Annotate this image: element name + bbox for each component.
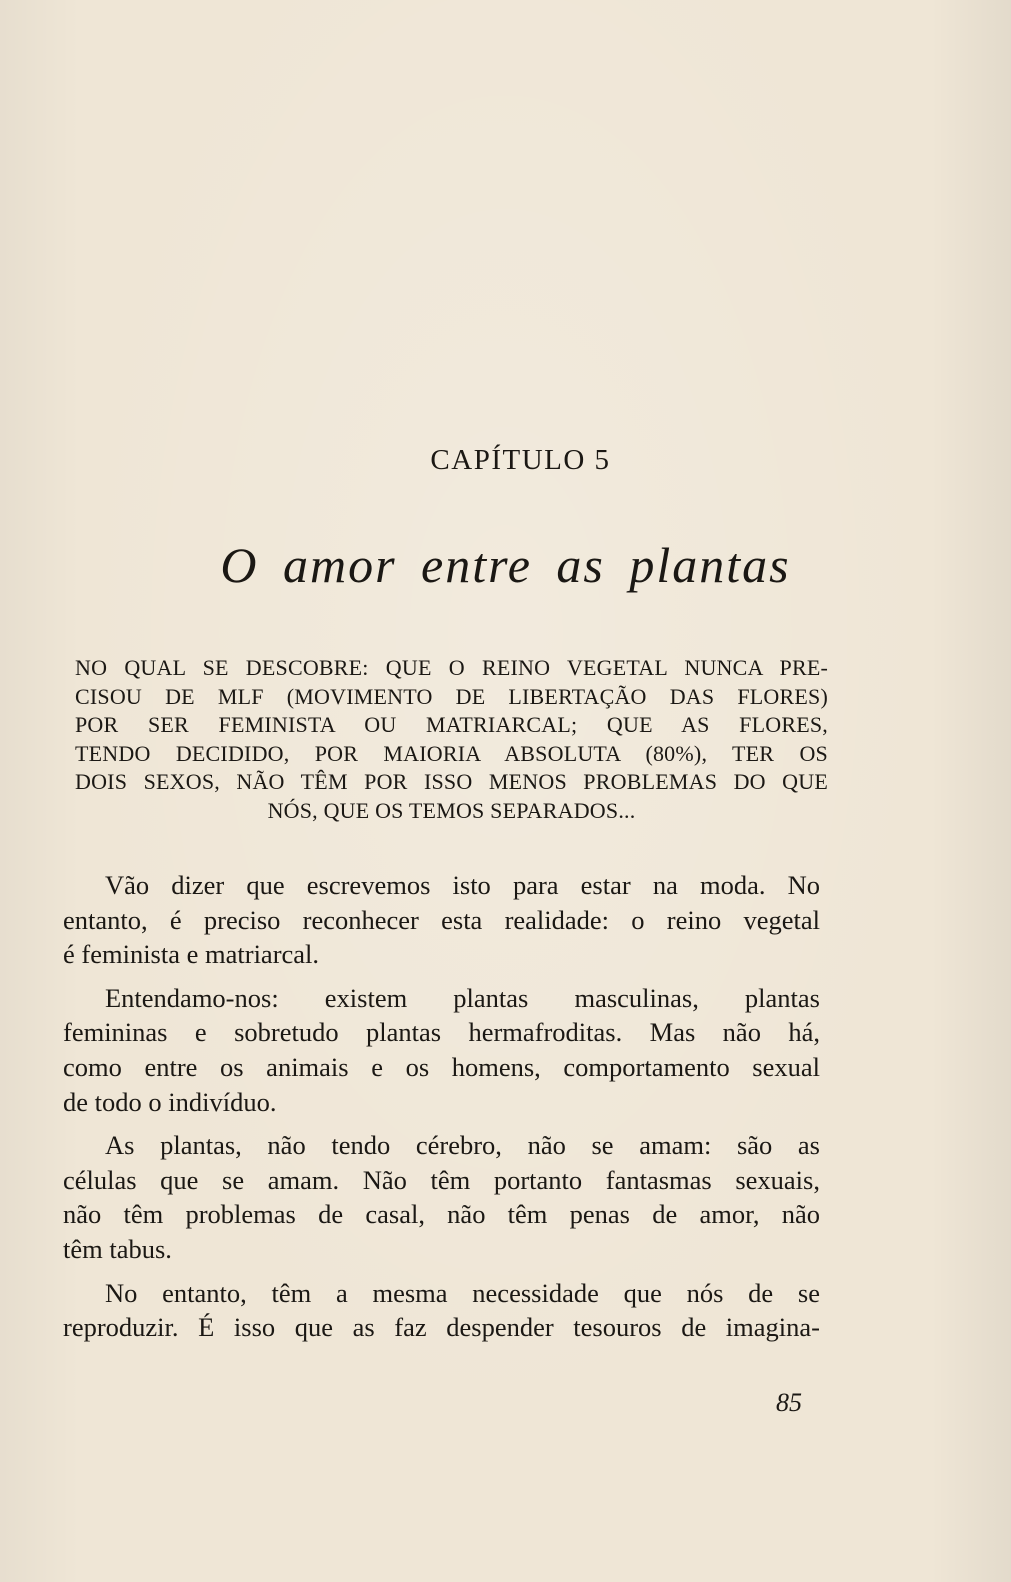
text-line: Vão dizer que escrevemos isto para estar na moda. No [105,870,820,900]
chapter-title: O amor entre as plantas [220,537,791,593]
text-line: células que se amam. Não têm portanto fantasmas sexuais, [63,1164,820,1195]
paragraph [63,981,820,1119]
text-line: entanto, é preciso reconhecer esta realidade: o reino vegetal [63,904,820,935]
chapter-label: CAPÍTULO 5 [430,444,611,476]
text-line: é feminista e matriarcal. [63,939,320,970]
summary-line: DOIS SEXOS, NÃO TÊM POR ISSO MENOS PROBLEMAS DO QUE [75,769,828,794]
summary-line: CISOU DE MLF (MOVIMENTO DE LIBERTAÇÃO DAS FLORES) [75,683,828,709]
text-line: de todo o indivíduo. [63,1086,277,1117]
summary-line: NÓS, QUE OS TEMOS SEPARADOS... [267,797,636,823]
paragraph [63,1276,820,1345]
text-line: reproduzir. É isso que as faz despender tesouros de imagina- [63,1312,820,1343]
text-line: femininas e sobretudo plantas hermafroditas. Mas não há, [63,1017,820,1048]
text-line: têm tabus. [63,1233,172,1264]
body-text [63,868,820,1354]
chapter-summary [75,654,828,825]
summary-line: POR SER FEMINISTA OU MATRIARCAL; QUE AS FLORES, [75,712,828,737]
paragraph [63,1128,820,1266]
text-line: Entendamo-nos: existem plantas masculinas, plantas [105,982,820,1013]
text-line: No entanto, têm a mesma necessidade que nós de se [105,1277,820,1308]
text-line: não têm problemas de casal, não têm penas de amor, não [63,1199,820,1230]
summary-line: NO QUAL SE DESCOBRE: QUE O REINO VEGETAL NUNCA PRE- [75,655,828,680]
paragraph [63,868,820,972]
text-line: como entre os animais e os homens, comportamento sexual [63,1051,820,1082]
summary-line: TENDO DECIDIDO, POR MAIORIA ABSOLUTA (80%), TER OS [75,740,828,766]
page-number: 85 [776,1388,802,1417]
text-line: As plantas, não tendo cérebro, não se amam: são as [105,1130,820,1161]
